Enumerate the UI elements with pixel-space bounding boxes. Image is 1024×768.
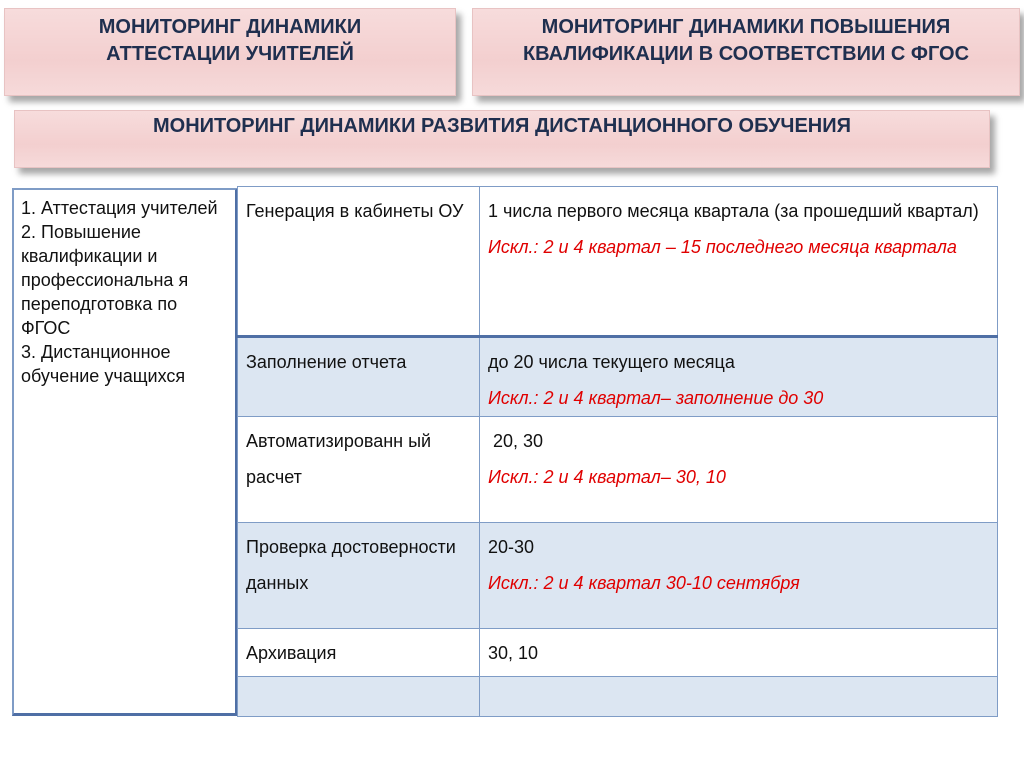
table-row (238, 629, 998, 677)
timing-main: 1 числа первого месяца квартала (за прошедший квартал) (488, 201, 979, 221)
timing-exception: Искл.: 2 и 4 квартал 30-10 сентября (488, 573, 800, 593)
timing-main: 20-30 (488, 537, 535, 557)
stage-cell: Заполнение отчета (238, 337, 480, 417)
timing-cell (480, 187, 998, 337)
header-distance-learning: МОНИТОРИНГ ДИНАМИКИ РАЗВИТИЯ ДИСТАНЦИОННОГО ОБУЧЕНИЯ (14, 110, 990, 168)
timing-main: 20, 30 (488, 431, 544, 451)
timing-cell (480, 629, 998, 677)
list-item: 1. Аттестация учителей (21, 198, 218, 218)
stage-cell: Автоматизированн ый расчет (238, 417, 480, 523)
header-qualification: МОНИТОРИНГ ДИНАМИКИ ПОВЫШЕНИЯ КВАЛИФИКАЦИИ В СООТВЕТСТВИИ С ФГОС (472, 8, 1020, 96)
table-row (238, 677, 998, 717)
table-row (238, 417, 998, 523)
table-row (238, 337, 998, 417)
timing-exception: Искл.: 2 и 4 квартал– заполнение до 30 (488, 388, 824, 408)
list-item: 3. Дистанционное обучение учащихся (21, 342, 186, 386)
table-row (238, 523, 998, 629)
timing-cell (480, 523, 998, 629)
timing-main: до 20 числа текущего месяца (488, 352, 735, 372)
timing-cell (480, 417, 998, 523)
monitoring-types-list (12, 188, 238, 716)
schedule-table (237, 186, 998, 717)
stage-cell: Генерация в кабинеты ОУ (238, 187, 480, 337)
timing-cell (480, 337, 998, 417)
timing-exception: Искл.: 2 и 4 квартал – 15 последнего месяца квартала (488, 237, 957, 257)
stage-cell: Проверка достоверности данных (238, 523, 480, 629)
stage-cell (238, 677, 480, 717)
timing-main: 30, 10 (488, 643, 539, 663)
stage-cell: Архивация (238, 629, 480, 677)
timing-cell (480, 677, 998, 717)
timing-exception: Искл.: 2 и 4 квартал– 30, 10 (488, 467, 726, 487)
list-item: 2. Повышение квалификации и профессиональна я переподготовка по ФГОС (21, 222, 189, 338)
table-row (238, 187, 998, 337)
header-attestation: МОНИТОРИНГ ДИНАМИКИ АТТЕСТАЦИИ УЧИТЕЛЕЙ (4, 8, 456, 96)
